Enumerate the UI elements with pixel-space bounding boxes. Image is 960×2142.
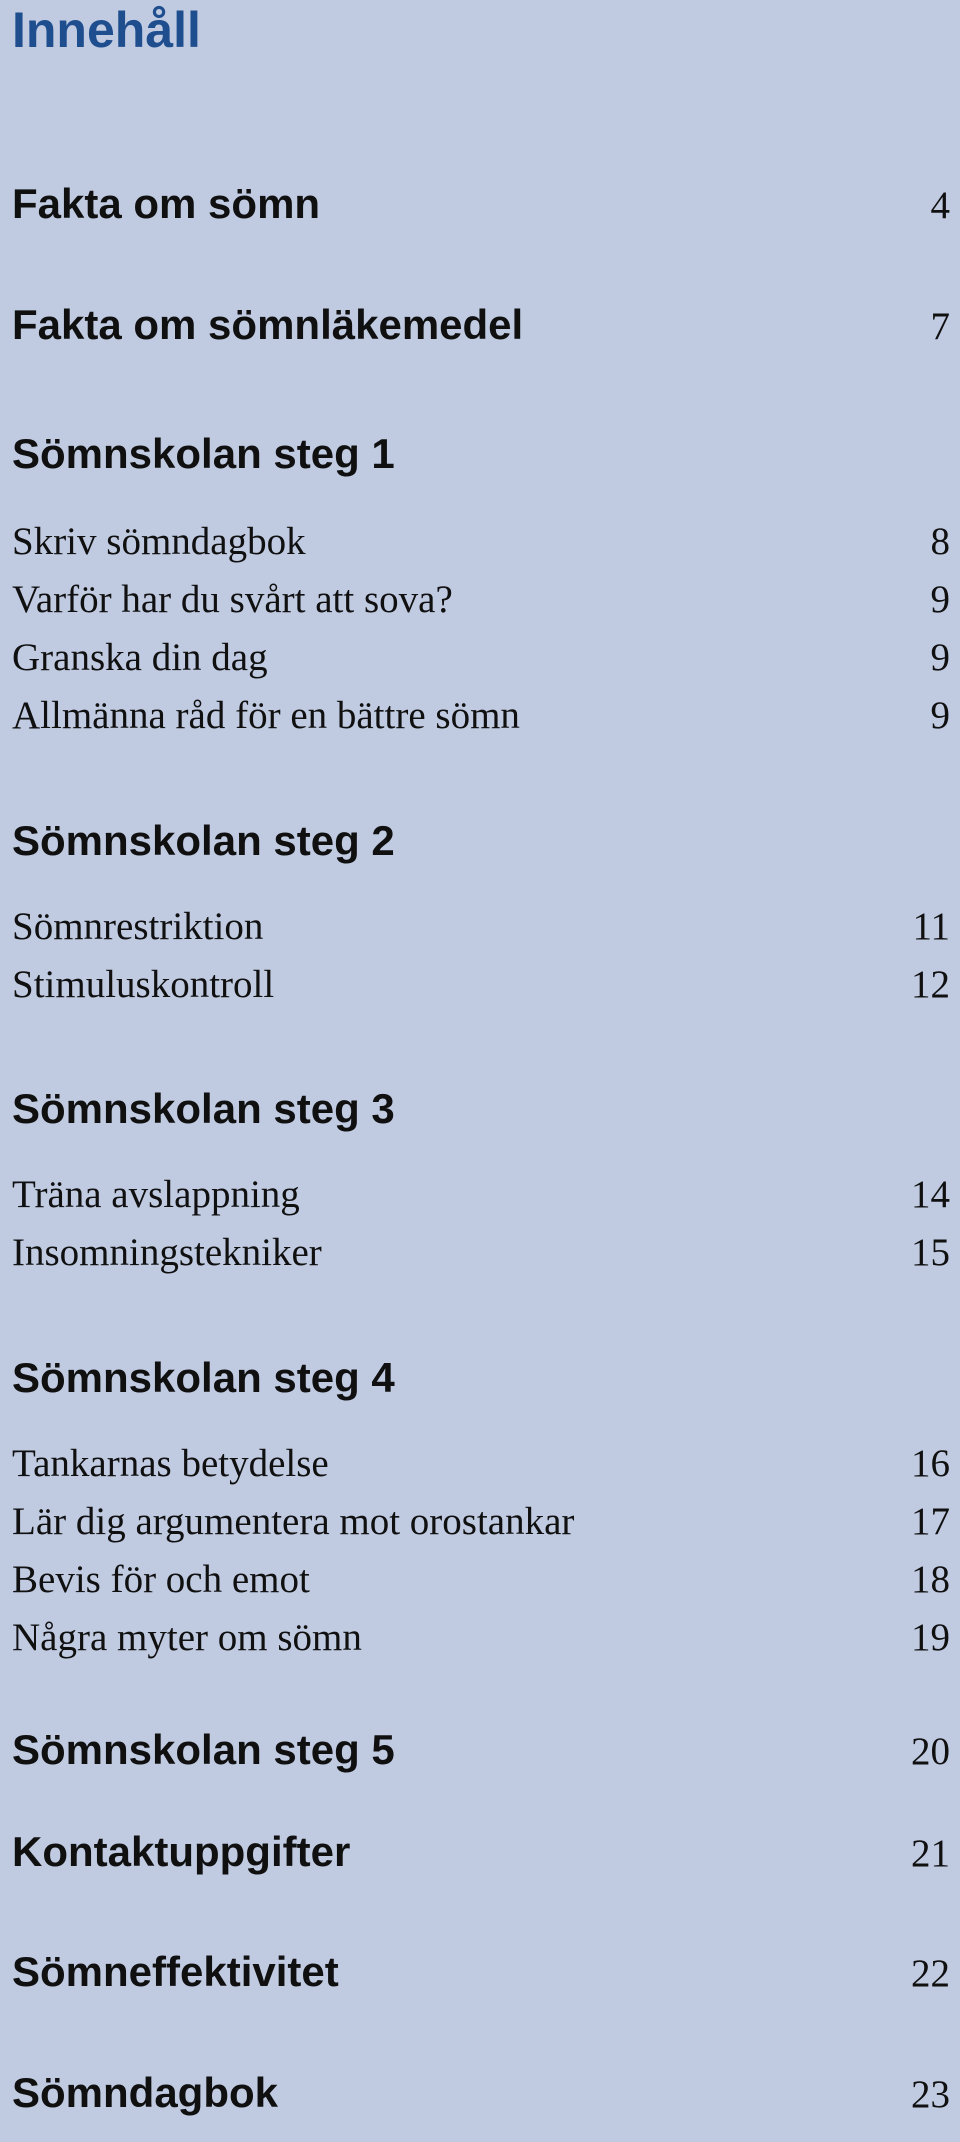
toc-entry-stimuluskontroll[interactable] xyxy=(12,962,950,1007)
toc-entry-label: Tankarnas betydelse xyxy=(12,1442,329,1485)
toc-entry-somneffektivitet[interactable] xyxy=(12,1948,950,1996)
toc-entry-label: Fakta om sömnläkemedel xyxy=(12,301,524,348)
toc-entry-label: Träna avslappning xyxy=(12,1173,300,1216)
toc-entry-label: Fakta om sömn xyxy=(12,180,321,227)
toc-entry-page: 9 xyxy=(930,578,950,621)
toc-entry-label: Lär dig argumentera mot orostankar xyxy=(12,1500,575,1543)
toc-section-steg-4[interactable] xyxy=(12,1354,950,1402)
toc-entry-page: 16 xyxy=(911,1442,950,1485)
toc-section-steg-3[interactable] xyxy=(12,1085,950,1133)
toc-section-label: Sömnskolan steg 4 xyxy=(12,1354,395,1401)
toc-entry-label: Några myter om sömn xyxy=(12,1616,362,1659)
toc-entry-page: 11 xyxy=(912,905,950,948)
page-title: Innehåll xyxy=(12,2,201,58)
toc-entry-page: 4 xyxy=(930,184,950,227)
toc-entry-page: 9 xyxy=(930,636,950,679)
toc-section-label: Sömnskolan steg 2 xyxy=(12,817,395,864)
toc-entry-label: Bevis för och emot xyxy=(12,1558,310,1601)
toc-entry-somndagbok[interactable] xyxy=(12,2069,950,2117)
toc-entry-label: Insomningstekniker xyxy=(12,1231,322,1274)
toc-entry-bevis-for-och-emot[interactable] xyxy=(12,1557,950,1602)
toc-entry-page: 7 xyxy=(930,305,950,348)
toc-entry-trana-avslappning[interactable] xyxy=(12,1172,950,1217)
toc-entry-fakta-om-somnlakemedel[interactable] xyxy=(12,301,950,349)
toc-entry-page: 22 xyxy=(911,1952,950,1995)
toc-entry-allmanna-rad[interactable] xyxy=(12,693,950,738)
toc-section-steg-5[interactable] xyxy=(12,1726,950,1774)
toc-section-label: Sömnskolan steg 1 xyxy=(12,430,395,477)
toc-entry-label: Varför har du svårt att sova? xyxy=(12,578,453,621)
toc-entry-label: Sömneffektivitet xyxy=(12,1948,339,1995)
toc-entry-varfor-svart-att-sova[interactable] xyxy=(12,577,950,622)
toc-entry-label: Allmänna råd för en bättre sömn xyxy=(12,694,520,737)
toc-entry-label: Skriv sömndagbok xyxy=(12,520,306,563)
toc-entry-label: Stimuluskontroll xyxy=(12,963,275,1006)
toc-section-label: Sömnskolan steg 5 xyxy=(12,1726,395,1773)
toc-entry-page: 17 xyxy=(911,1500,950,1543)
toc-entry-label: Sömndagbok xyxy=(12,2069,279,2116)
toc-entry-page: 23 xyxy=(911,2073,950,2116)
toc-entry-label: Sömnrestriktion xyxy=(12,905,264,948)
toc-entry-granska-din-dag[interactable] xyxy=(12,635,950,680)
toc-entry-page: 20 xyxy=(911,1730,950,1773)
toc-entry-page: 19 xyxy=(911,1616,950,1659)
toc-entry-myter-om-somn[interactable] xyxy=(12,1615,950,1660)
toc-entry-page: 15 xyxy=(911,1231,950,1274)
toc-section-steg-1[interactable] xyxy=(12,430,950,478)
toc-entry-page: 14 xyxy=(911,1173,950,1216)
toc-entry-label: Granska din dag xyxy=(12,636,268,679)
toc-entry-insomningstekniker[interactable] xyxy=(12,1230,950,1275)
toc-entry-page: 18 xyxy=(911,1558,950,1601)
toc-entry-somnrestriktion[interactable] xyxy=(12,904,950,949)
toc-entry-argumentera-mot-orostankar[interactable] xyxy=(12,1499,950,1544)
toc-entry-page: 12 xyxy=(911,963,950,1006)
toc-entry-fakta-om-somn[interactable] xyxy=(12,180,950,228)
toc-section-steg-2[interactable] xyxy=(12,817,950,865)
toc-entry-page: 21 xyxy=(911,1832,950,1875)
toc-entry-page: 9 xyxy=(930,694,950,737)
toc-section-label: Sömnskolan steg 3 xyxy=(12,1085,395,1132)
toc-entry-skriv-somndagbok[interactable] xyxy=(12,519,950,564)
toc-entry-tankarnas-betydelse[interactable] xyxy=(12,1441,950,1486)
toc-entry-label: Kontaktuppgifter xyxy=(12,1828,351,1875)
toc-entry-page: 8 xyxy=(930,520,950,563)
toc-entry-kontaktuppgifter[interactable] xyxy=(12,1828,950,1876)
